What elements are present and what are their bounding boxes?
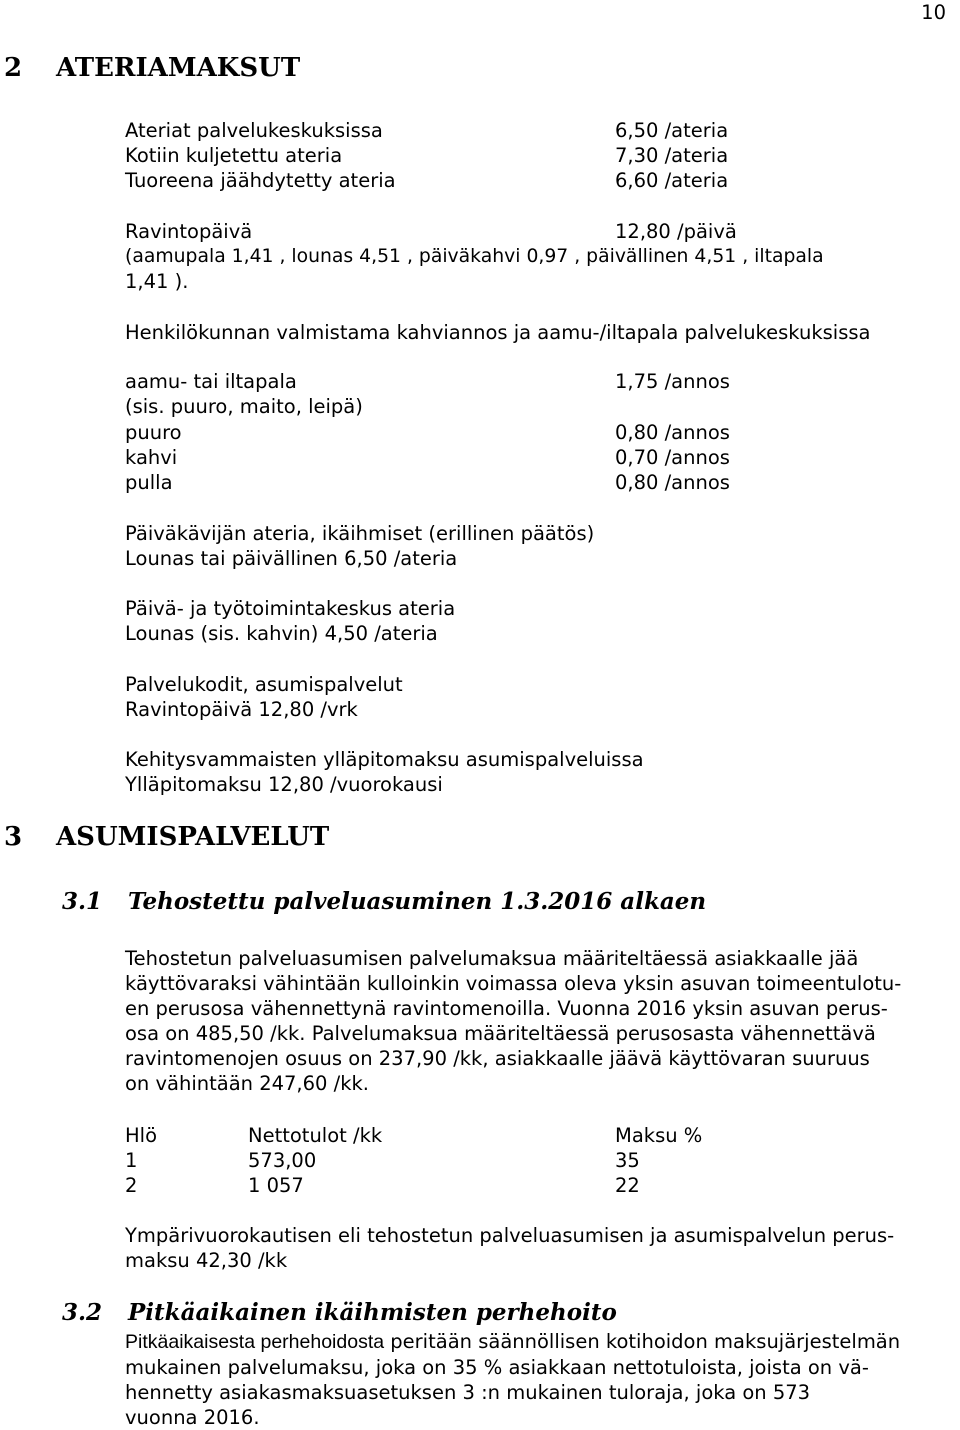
- section-heading: [4, 821, 329, 853]
- block-heading: Kehitysvammaisten ylläpitomaksu asumispalveluissa: [125, 748, 644, 771]
- block-detail: Lounas tai päivällinen 6,50 /ateria: [125, 547, 458, 570]
- subsection-title: Pitkäaikainen ikäihmisten perhehoito: [128, 1299, 617, 1326]
- paragraph-rest: peritään säännöllisen kotihoidon maksujärjestelmän: [384, 1330, 901, 1353]
- table-cell: 573,00: [248, 1149, 317, 1172]
- paragraph-line: on vähintään 247,60 /kk.: [125, 1072, 369, 1095]
- paragraph-line: Ympärivuorokautisen eli tehostetun palveluasumisen ja asumispalvelun perus-: [125, 1224, 895, 1247]
- meal-price: 7,30 /ateria: [615, 144, 729, 167]
- section-number: 3: [4, 822, 23, 852]
- paragraph-line: osa on 485,50 /kk. Palvelumaksua määriteltäessä perusosasta vähennettävä: [125, 1022, 876, 1045]
- meal-label: Ateriat palvelukeskuksissa: [125, 119, 383, 142]
- paragraph-line: vuonna 2016.: [125, 1406, 260, 1429]
- staff-item-label: kahvi: [125, 446, 178, 469]
- meal-price: 6,50 /ateria: [615, 119, 729, 142]
- paragraph: [125, 1329, 945, 1430]
- staff-item-label: aamu- tai iltapala: [125, 370, 297, 393]
- ravintopaiva-detail: 1,41 ).: [125, 270, 189, 293]
- page-number: 10: [921, 1, 946, 24]
- paragraph-line: mukainen palvelumaksu, joka on 35 % asiakkaan nettotuloista, joista on vä-: [125, 1356, 869, 1379]
- ravintopaiva-price: 12,80 /päivä: [615, 220, 737, 243]
- staff-item-price: 0,70 /annos: [615, 446, 730, 469]
- paragraph: [125, 1223, 945, 1273]
- block-heading: Päivä- ja työtoimintakeskus ateria: [125, 597, 456, 620]
- staff-item-label: (sis. puuro, maito, leipä): [125, 395, 363, 418]
- section-number: 2: [4, 53, 23, 83]
- subsection-number: 3.1: [62, 888, 103, 915]
- ravintopaiva-label: Ravintopäivä: [125, 220, 253, 243]
- paragraph-line: ravintomenojen osuus on 237,90 /kk, asiakkaalle jäävä käyttövaran suuruus: [125, 1047, 870, 1070]
- section-heading: [4, 52, 300, 84]
- table-cell: 1 057: [248, 1174, 304, 1197]
- subsection-heading: [62, 887, 706, 917]
- table-header-cell: Maksu %: [615, 1124, 703, 1147]
- staff-item-price: 1,75 /annos: [615, 370, 730, 393]
- block-heading: Palvelukodit, asumispalvelut: [125, 673, 403, 696]
- staff-item-price: 0,80 /annos: [615, 471, 730, 494]
- table-header-cell: Hlö: [125, 1124, 158, 1147]
- paragraph-line: maksu 42,30 /kk: [125, 1249, 288, 1272]
- block-detail: Ylläpitomaksu 12,80 /vuorokausi: [125, 773, 443, 796]
- staff-item-price: 0,80 /annos: [615, 421, 730, 444]
- block-detail: Ravintopäivä 12,80 /vrk: [125, 698, 358, 721]
- block-detail: Lounas (sis. kahvin) 4,50 /ateria: [125, 622, 438, 645]
- meal-label: Tuoreena jäähdytetty ateria: [125, 169, 396, 192]
- paragraph-line: en perusosa vähennettynä ravintomenoilla. Vuonna 2016 yksin asuvan perus-: [125, 997, 888, 1020]
- paragraph-line: käyttövaraksi vähintään kulloinkin voimassa oleva yksin asuvan toimeentulotu-: [125, 972, 902, 995]
- paragraph: [125, 946, 945, 1096]
- subsection-title: Tehostettu palveluasuminen 1.3.2016 alkaen: [128, 888, 707, 915]
- table-cell: 22: [615, 1174, 640, 1197]
- table-cell: 35: [615, 1149, 640, 1172]
- paragraph-line: [125, 1329, 945, 1355]
- table-cell: 2: [125, 1174, 138, 1197]
- subsection-number: 3.2: [62, 1299, 103, 1326]
- subsection-heading: [62, 1298, 617, 1328]
- meal-price: 6,60 /ateria: [615, 169, 729, 192]
- meal-label: Kotiin kuljetettu ateria: [125, 144, 343, 167]
- block-heading: Päiväkävijän ateria, ikäihmiset (erillinen päätös): [125, 522, 595, 545]
- section-title: ASUMISPALVELUT: [56, 822, 330, 852]
- table-header-cell: Nettotulot /kk: [248, 1124, 383, 1147]
- staff-item-label: pulla: [125, 471, 173, 494]
- paragraph-line: hennetty asiakasmaksuasetuksen 3 :n mukainen tuloraja, joka on 573: [125, 1381, 811, 1404]
- staff-item-label: puuro: [125, 421, 182, 444]
- table-cell: 1: [125, 1149, 138, 1172]
- ravintopaiva-detail: (aamupala 1,41 , lounas 4,51 , päiväkahvi 0,97 , päivällinen 4,51 , iltapala: [125, 246, 824, 267]
- paragraph-lead: Pitkäaikaisesta perhehoidosta: [125, 1331, 385, 1353]
- staff-heading: Henkilökunnan valmistama kahviannos ja aamu-/iltapala palvelukeskuksissa: [125, 321, 871, 344]
- paragraph-line: Tehostetun palveluasumisen palvelumaksua määriteltäessä asiakkaalle jää: [125, 947, 859, 970]
- section-title: ATERIAMAKSUT: [56, 53, 301, 83]
